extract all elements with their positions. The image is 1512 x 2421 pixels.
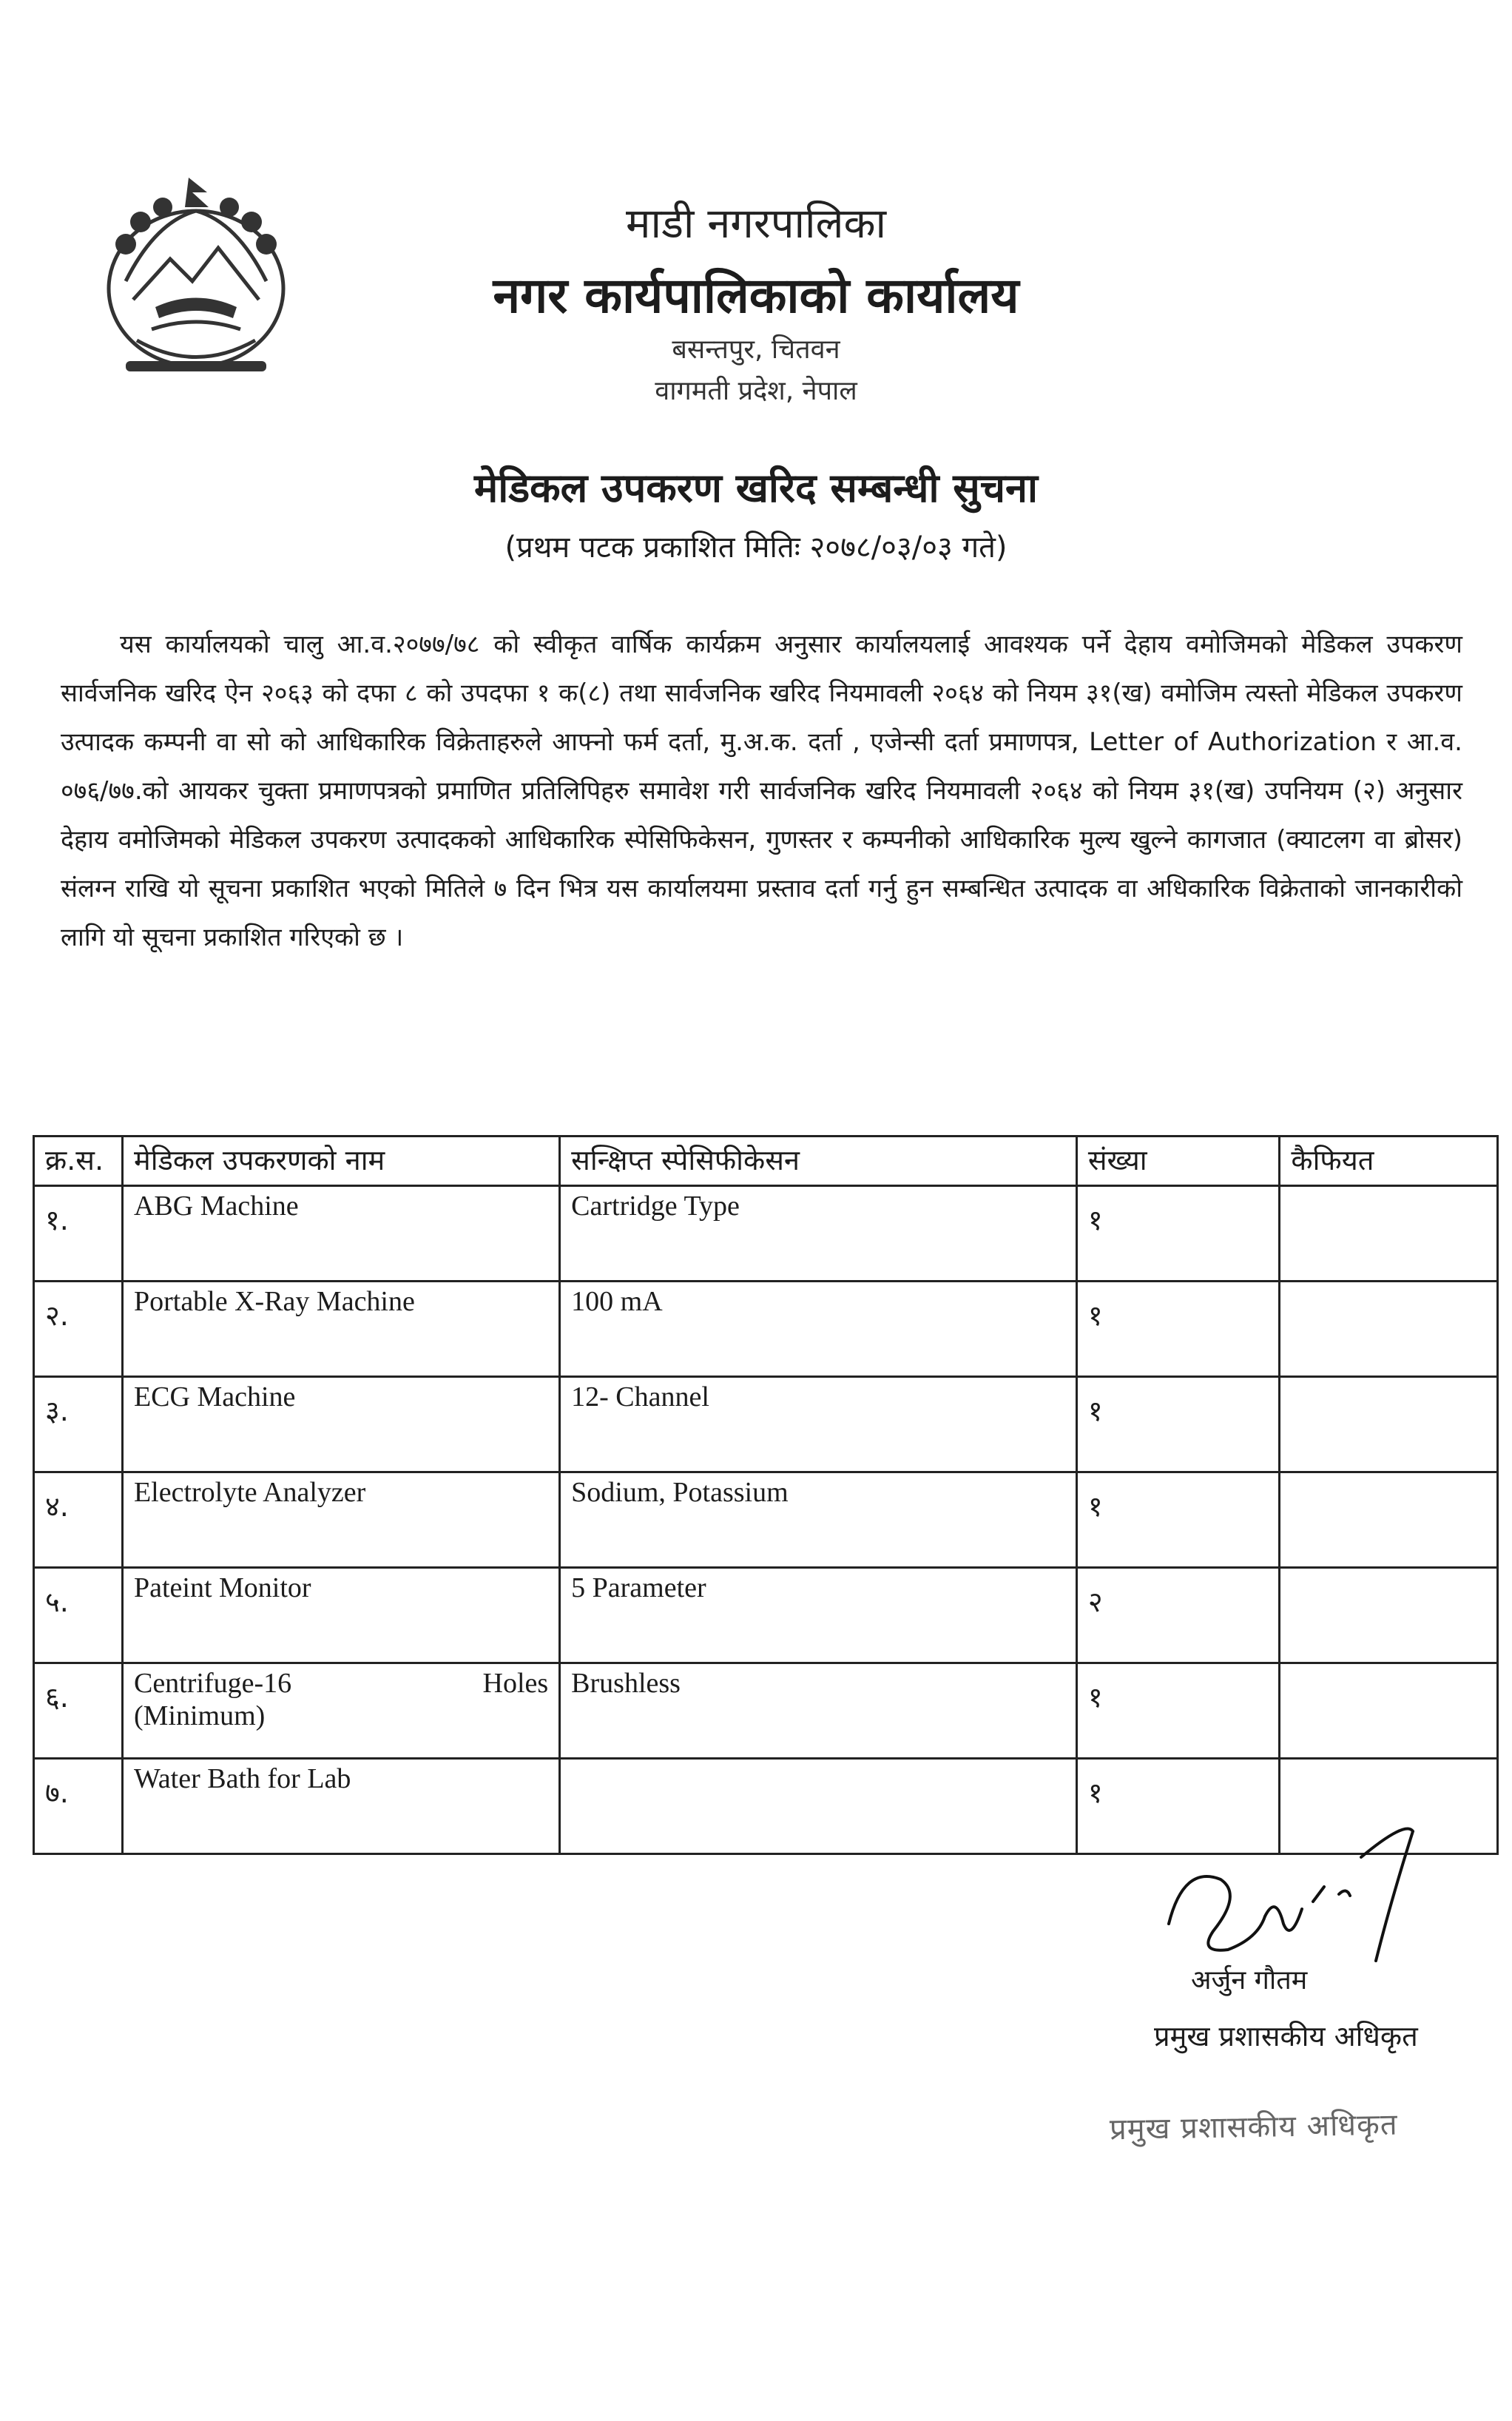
row-equipment-name: Electrolyte Analyzer [122,1472,559,1568]
row-serial: ७. [34,1759,123,1854]
row-specification: 100 mA [560,1282,1077,1377]
office-name: नगर कार्यपालिकाको कार्यालय [493,267,1019,324]
row-specification: Cartridge Type [560,1186,1077,1282]
notice-subtitle: (प्रथम पटक प्रकाशित मितिः २०७८/०३/०३ गते) [504,531,1008,565]
row-remarks [1280,1186,1498,1282]
row-equipment-name: Portable X-Ray Machine [122,1282,559,1377]
address-line-1: बसन्तपुर, चितवन [672,334,840,365]
table-row [34,1186,1498,1282]
row-specification: Sodium, Potassium [560,1472,1077,1568]
row-remarks [1280,1663,1498,1759]
row-specification [560,1759,1077,1854]
row-remarks [1280,1282,1498,1377]
row-remarks [1280,1472,1498,1568]
row-equipment-name-part: Centrifuge-16 [133,1668,292,1699]
notice-body [61,620,1462,962]
row-serial: १. [34,1186,123,1282]
table-row [34,1472,1498,1568]
row-specification: Brushless [560,1663,1077,1759]
row-quantity: १ [1076,1663,1280,1759]
signatory-name: अर्जुन गौतम [1191,1965,1308,1996]
row-quantity: १ [1076,1186,1280,1282]
row-quantity: १ [1076,1377,1280,1472]
handwritten-signature [1154,1813,1465,1983]
row-serial: २. [34,1282,123,1377]
row-equipment-name-part: Holes [482,1668,549,1699]
header-quantity: संख्या [1076,1137,1280,1186]
row-remarks [1280,1377,1498,1472]
row-equipment-name [122,1663,559,1759]
table-row [34,1663,1498,1759]
row-equipment-name-line [134,1667,548,1700]
official-stamp: प्रमुख प्रशासकीय अधिकृत [1109,2107,1398,2147]
municipality-name: माडी नगरपालिका [625,200,887,248]
header-remarks: कैफियत [1280,1137,1498,1186]
header-specification: सन्क्षिप्त स्पेसिफीकेसन [560,1137,1077,1186]
row-quantity: १ [1076,1759,1280,1854]
notice-body-paragraph: यस कार्यालयको चालु आ.व.२०७७/७८ को स्वीकृत वार्षिक कार्यक्रम अनुसार कार्यालयलाई आवश्यक पर्ने देहाय वमोजिमको मेडिकल उपकरण सार्वजनिक खरिद ऐन २०६३ को दफा ८ को उपदफा १ क(८) तथा सार्वजनिक खरिद नियमावली २०६४ को नियम ३१(ख) वमोजिम त्यस्तो मेडिकल उपकरण उत्पादक कम्पनी वा सो को आधिकारिक विक्रेताहरुले आफ्नो फर्म दर्ता, मु.अ.क. दर्ता , एजेन्सी दर्ता प्रमाणपत्र, Letter of Authorization र आ.व. ०७६/७७.को आयकर चुक्ता प्रमाणपत्रको प्रमाणित प्रतिलिपिहरु समावेश गरी सार्वजनिक खरिद नियमावली २०६४ को नियम ३१(ख) उपनियम (२) अनुसार देहाय वमोजिमको मेडिकल उपकरण उत्पादकको आधिकारिक स्पेसिफिकेसन, गुणस्तर र कम्पनीको आधिकारिक मुल्य खुल्ने कागजात (क्याटलग वा ब्रोसर) संलग्न राखि यो सूचना प्रकाशित भएको मितिले ७ दिन भित्र यस कार्यालयमा प्रस्ताव दर्ता गर्नु हुन सम्बन्धित उत्पादक वा अधिकारिक विक्रेताको जानकारीको लागि यो सूचना प्रकाशित गरिएको छ । [61,630,1462,952]
row-quantity: २ [1076,1568,1280,1663]
row-equipment-name: ABG Machine [122,1186,559,1282]
notice-title: मेडिकल उपकरण खरिद सम्बन्धी सुचना [473,465,1039,511]
row-quantity: १ [1076,1282,1280,1377]
row-specification: 5 Parameter [560,1568,1077,1663]
row-equipment-name: ECG Machine [122,1377,559,1472]
address-line-2: वागमती प्रदेश, नेपाल [655,376,857,406]
header-serial: क्र.स. [34,1137,123,1186]
signatory-designation: प्रमुख प्रशासकीय अधिकृत [1154,2020,1418,2053]
row-serial: ६. [34,1663,123,1759]
header-equipment-name: मेडिकल उपकरणको नाम [122,1137,559,1186]
row-serial: ५. [34,1568,123,1663]
table-row [34,1377,1498,1472]
table-row [34,1282,1498,1377]
row-equipment-name: Water Bath for Lab [122,1759,559,1854]
table-row [34,1568,1498,1663]
equipment-table [33,1135,1499,1855]
row-serial: ४. [34,1472,123,1568]
table-header-row [34,1137,1498,1186]
row-equipment-name-part: (Minimum) [133,1700,266,1731]
row-remarks [1280,1568,1498,1663]
row-equipment-name: Pateint Monitor [122,1568,559,1663]
row-quantity: १ [1076,1472,1280,1568]
row-serial: ३. [34,1377,123,1472]
row-specification: 12- Channel [560,1377,1077,1472]
